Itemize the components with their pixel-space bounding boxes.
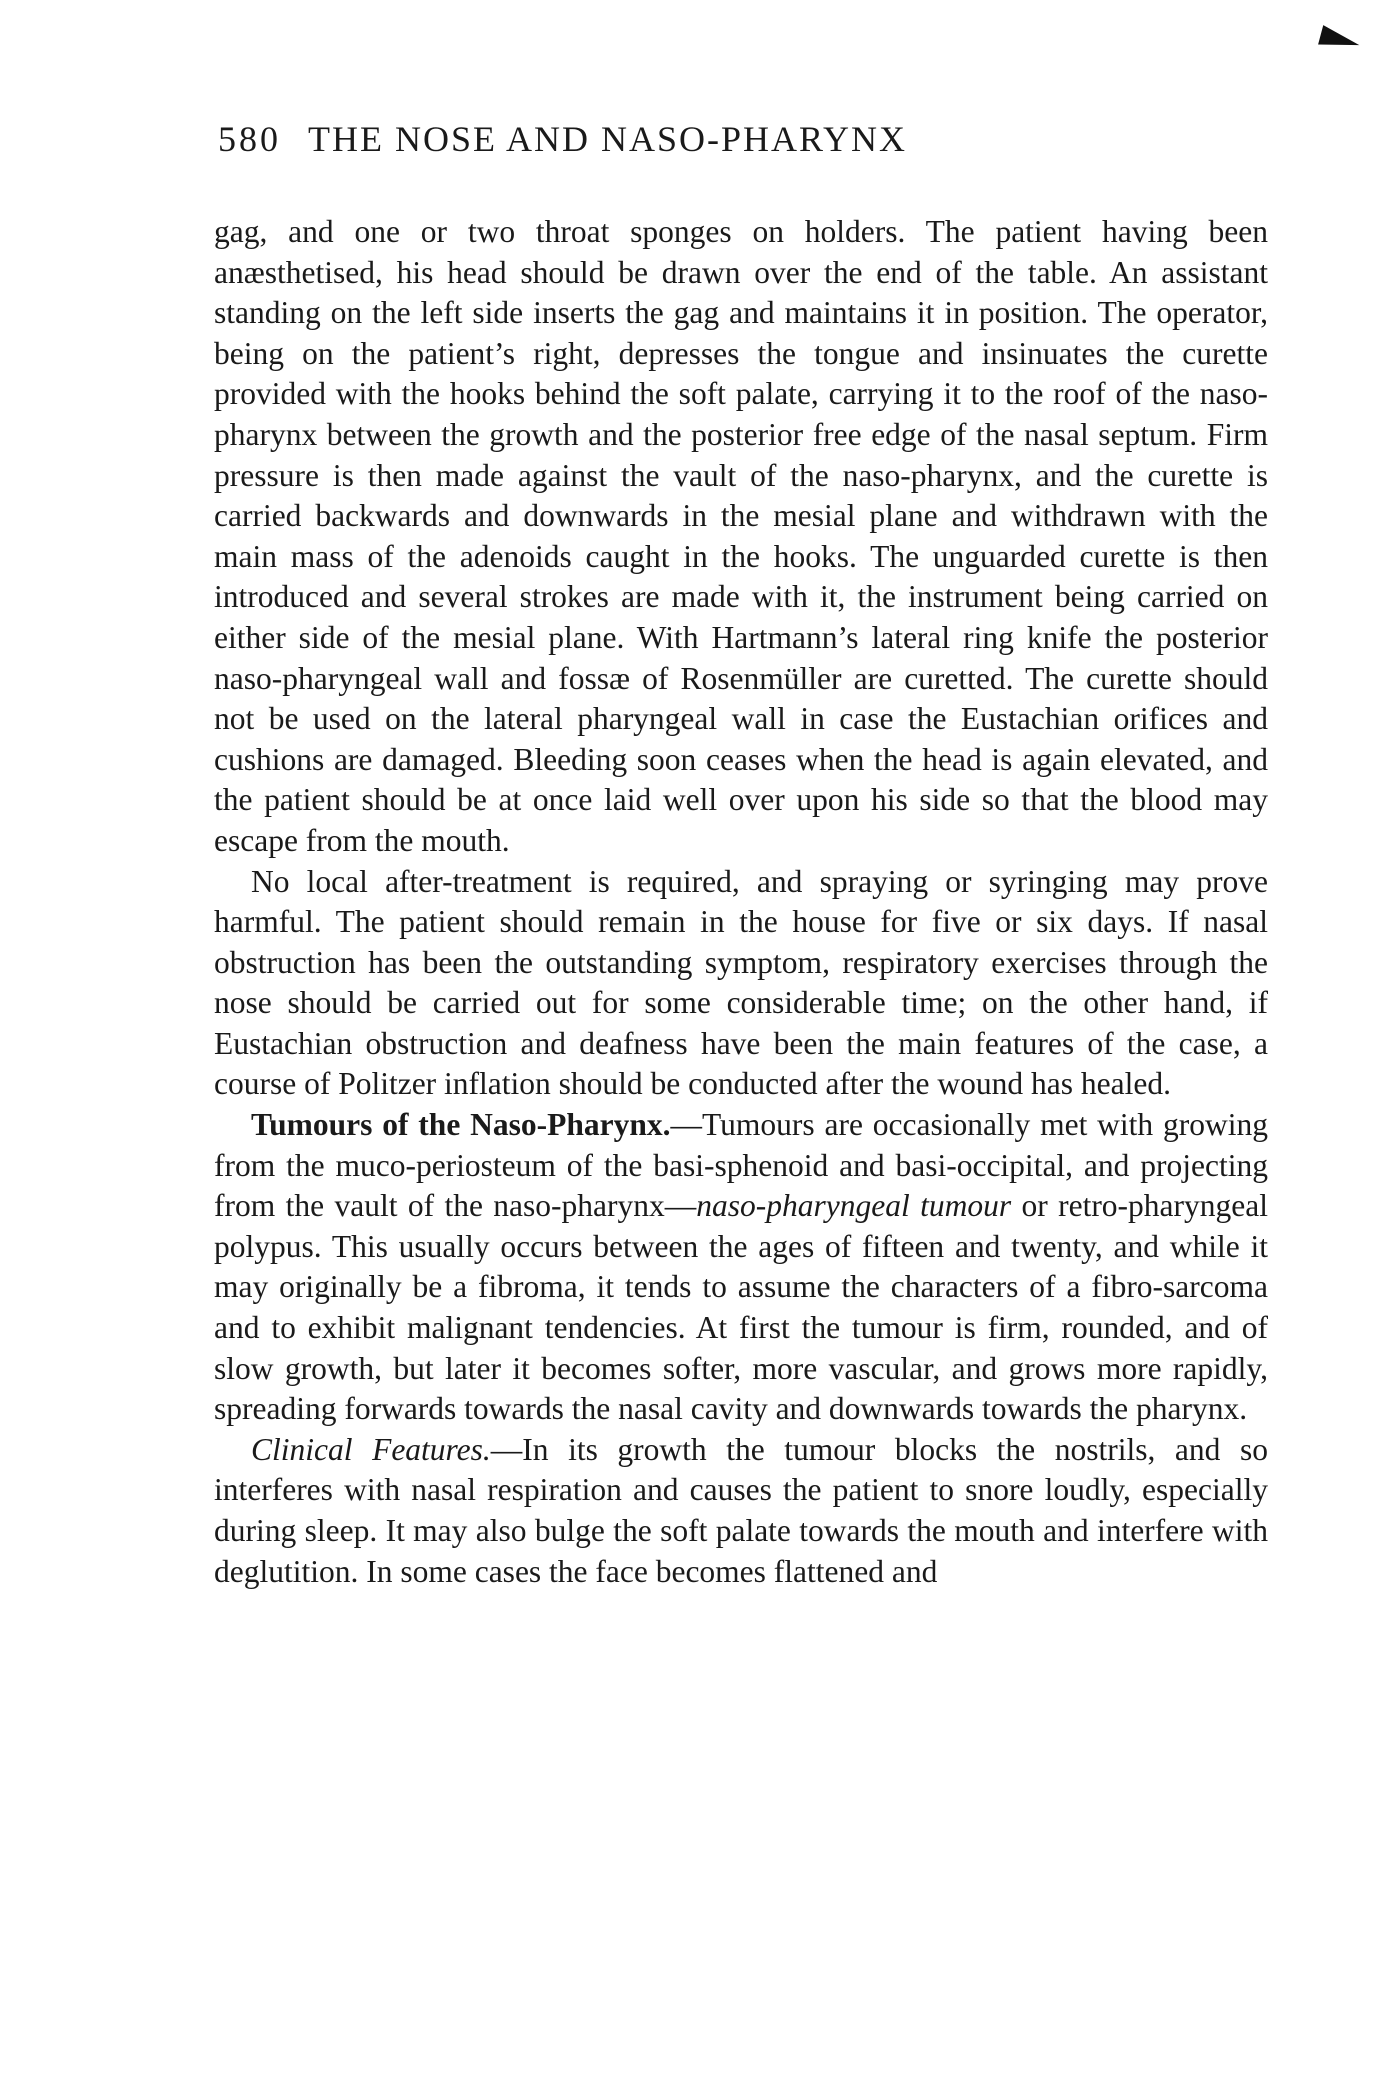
body-text xyxy=(214,212,1268,1592)
paragraph-3 xyxy=(214,1105,1268,1430)
paragraph-4 xyxy=(214,1430,1268,1592)
subheading-clinical-features: Clinical Features. xyxy=(251,1431,491,1467)
page-number: 580 xyxy=(218,119,281,159)
paragraph-2: No local after-treatment is required, and spraying or syringing may prove harmful. The patient should remain in the house for five or six days. If nasal obstruction has been the outstanding symptom, respiratory exercises through the nose should be carried out for some considerable time; on the other hand, if Eustachian obstruction and deafness have been the main features of the case, a course of Politzer inflation should be conducted after the wound has healed. xyxy=(214,863,1268,1102)
running-header xyxy=(218,118,1278,168)
paragraph-3-text-b: or retro-pharyngeal polypus. This usually occurs between the ages of fifteen and twenty, and while it may originally be a fibroma, it tends to assume the characters of a fibro-sarcoma and to exhibit malignant tendencies. At first the tumour is firm, rounded, and of slow growth, but later it becomes softer, more vascular, and grows more rapidly, spreading forwards towards the nasal cavity and downwards towards the pharynx. xyxy=(214,1188,1268,1427)
paragraph-4-text: —In its growth the tumour blocks the nostrils, and so interferes with nasal respiration and causes the patient to snore loudly, especially during sleep. It may also bulge the soft palate towards the mouth and interfere with deglutition. In some cases the face becomes flattened and xyxy=(214,1431,1268,1589)
paragraph-3-italic-term: naso-pharyngeal tumour xyxy=(696,1188,1012,1224)
paragraph-1: gag, and one or two throat sponges on holders. The patient having been anæsthetised, his head should be drawn over the end of the table. An assistant standing on the left side inserts the gag and maintains it in position. The operator, being on the patient’s right, depresses the tongue and insinuates the curette provided with the hooks behind the soft palate, carrying it to the roof of the naso-pharynx between the growth and the posterior free edge of the nasal septum. Firm pressure is then made against the vault of the naso-pharynx, and the curette is carried backwards and downwards in the mesial plane and withdrawn with the main mass of the adenoids caught in the hooks. The unguarded curette is then introduced and several strokes are made with it, the instrument being carried on either side of the mesial plane. With Hartmann’s lateral ring knife the posterior naso-pharyngeal wall and fossæ of Rosenmüller are curetted. The curette should not be used on the lateral pharyngeal wall in case the Eustachian orifices and cushions are damaged. Bleeding soon ceases when the head is again elevated, and the patient should be at once laid well over upon his side so that the blood may escape from the mouth. xyxy=(214,214,1268,858)
running-title: THE NOSE AND NASO-PHARYNX xyxy=(308,119,908,159)
corner-arrow-mark xyxy=(1318,25,1362,55)
paragraph-3-text-a: —Tumours are occasionally met with growing from the muco-periosteum of the basi-sphenoid and basi-occipital, and projecting from the vault of the naso-pharynx— xyxy=(214,1107,1268,1224)
section-heading-tumours: Tumours of the Naso-Pharynx. xyxy=(251,1107,671,1143)
